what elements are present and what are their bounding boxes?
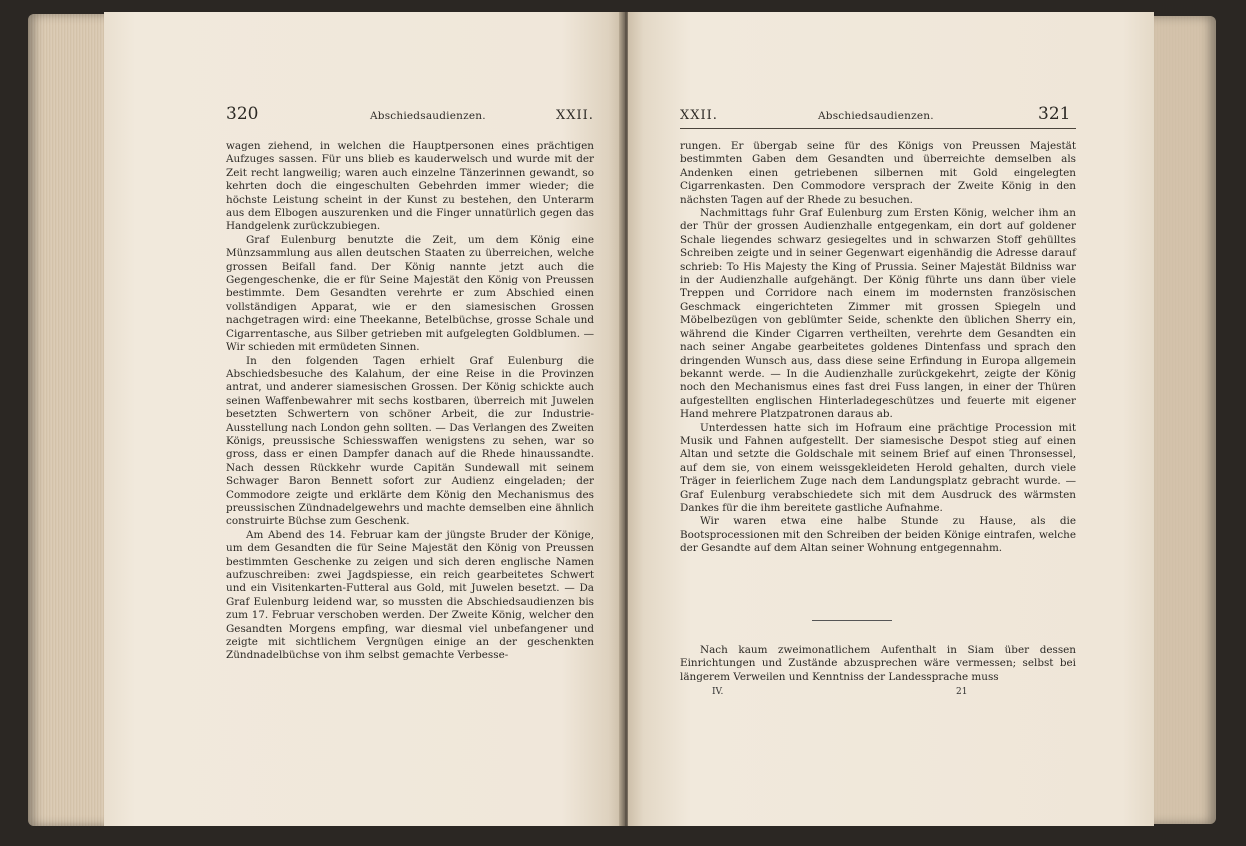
right-page-number: 321 bbox=[1038, 104, 1071, 124]
left-page bbox=[104, 12, 624, 826]
sheet-number: 21 bbox=[956, 687, 968, 697]
left-page-edges bbox=[28, 14, 110, 826]
header-rule bbox=[680, 128, 1076, 129]
left-running-title: Abschiedsaudienzen. bbox=[370, 110, 486, 122]
right-chapter: XXII. bbox=[680, 108, 718, 123]
paragraph: Nach kaum zweimonatlichem Aufenthalt in Siam über dessen Einrichtungen und Zustände abzusprechen wäre vermessen; selbst bei längerem Verweilen und Kenntniss der Landessprache muss bbox=[680, 644, 1076, 683]
paragraph: Nachmittags fuhr Graf Eulenburg zum Ersten König, welcher ihm an der Thür der grossen Audienzhalle entgegenkam, ein dort auf goldener Schale liegendes schwarz gesiegeltes und in schwarzen Stoff gehülltes Schreiben zeigte und in seiner Gegenwart eigenhändig die Adresse darauf schrieb: To His Majesty the King of Prussia. Seiner Majestät Bildniss war in der Audienzhalle aufgehängt. Der König führte uns dann über viele Treppen und Corridore nach einem im modernsten französischen Geschmack eingerichteten Zimmer mit grossen Spiegeln und Möbelbezügen von geblümter Seide, schenkte den üblichen Sherry ein, während die Kinder Cigarren vertheilten, verehrte dem Gesandten ein nach seiner Angabe gearbeitetes goldenes Dintenfass und sprach den dringenden Wunsch aus, dass diese seine Erfindung in Europa allgemein bekannt werde. — In die Audienzhalle zurückgekehrt, zeigte der König noch den Mechanismus eines fast drei Fuss langen, in einer der Thüren aufgestellten englischen Hinterladegeschützes und feuerte mit eigener Hand mehrere Platzpatronen daraus ab. bbox=[680, 207, 1076, 421]
right-page bbox=[628, 12, 1154, 826]
paragraph: wagen ziehend, in welchen die Hauptpersonen eines prächtigen Aufzuges sassen. Für uns blieb es kauderwelsch und wurde mit der Zeit recht langweilig; waren auch einzelne Tänzerinnen gewandt, so kehrten doch die eingeschulten Gebehrden immer wieder; die höchste Leistung scheint in der Kunst zu bestehen, den Unterarm aus dem Elbogen auszurenken und die Finger unnatürlich gegen das Handgelenk zurückzubiegen. bbox=[226, 140, 594, 233]
right-closing-text bbox=[680, 644, 1076, 684]
right-header bbox=[680, 104, 1076, 132]
right-page-edges bbox=[1150, 16, 1216, 824]
paragraph: Graf Eulenburg benutzte die Zeit, um dem König eine Münzsammlung aus allen deutschen Staaten zu überreichen, welche grossen Beifall fand. Der König nannte jetzt auch die Gegengeschenke, die er für Seine Majestät den König von Preussen bestimmte. Dem Gesandten verehrte er zum Abschied einen vollständigen Apparat, wie er den siamesischen Grossen nachgetragen wird: eine Theekanne, Betelbüchse, grosse Schale und Cigarrentasche, aus Silber getrieben mit aufgelegten Goldblumen. — Wir schieden mit ermüdeten Sinnen. bbox=[226, 233, 594, 354]
section-rule bbox=[812, 620, 892, 621]
paragraph: Unterdessen hatte sich im Hofraum eine prächtige Procession mit Musik und Fahnen aufgestellt. Der siamesische Despot stieg auf einen Altan und setzte die Goldschale mit seinem Brief auf einen Thronsessel, auf dem sie, von einem weissgekleideten Herold gehalten, durch viele Träger in feierlichem Zuge nach dem Landungsplatz gebracht wurde. — Graf Eulenburg verabschiedete sich mit dem Ausdruck des wärmsten Dankes für die ihm bereitete gastliche Aufnahme. bbox=[680, 421, 1076, 514]
paragraph: Am Abend des 14. Februar kam der jüngste Bruder der Könige, um dem Gesandten die für Seine Majestät den König von Preussen bestimmten Geschenke zu zeigen und sich deren englische Namen aufzuschreiben: zwei Jagdspiesse, ein reich gearbeitetes Schwert und ein Visitenkarten-Futteral aus Gold, mit Juwelen besetzt. — Da Graf Eulenburg leidend war, so mussten die Abschiedsaudienzen bis zum 17. Februar verschoben werden. Der Zweite König, welcher den Gesandten Morgens empfing, war diesmal viel unbefangener und zeigte mit sichtlichem Vergnügen einige an der geschenkten Zündnadelbüchse von ihm selbst gemachte Verbesse- bbox=[226, 528, 594, 662]
left-body-text bbox=[226, 140, 594, 663]
paragraph: rungen. Er übergab seine für des Königs von Preussen Majestät bestimmten Gaben dem Gesandten und überreichte demselben als Andenken einen getriebenen silbernen mit Gold eingelegten Cigarrenkasten. Den Commodore versprach der Zweite König in den nächsten Tagen auf der Rhede zu besuchen. bbox=[680, 140, 1076, 206]
paragraph: In den folgenden Tagen erhielt Graf Eulenburg die Abschiedsbesuche des Kalahum, der eine Reise in die Provinzen antrat, und anderer siamesischen Grossen. Der König schickte auch seinen Waffenbewahrer mit sechs kostbaren, überreich mit Juwelen besetzten Schwertern von schöner Arbeit, die zur Industrie-Ausstellung nach London gehn sollten. — Das Verlangen des Zweiten Königs, preussische Schiesswaffen wenigstens zu sehen, war so gross, dass er einen Dampfer danach auf die Rhede hinaussandte. Nach dessen Rückkehr wurde Capitän Sundewall mit seinem Schwager Baron Bennett sofort zur Audienz eingeladen; der Commodore zeigte und erklärte dem König den Mechanismus des preussischen Zündnadelgewehrs und machte demselben eine ähnlich construirte Büchse zum Geschenk. bbox=[226, 354, 594, 528]
left-chapter: XXII. bbox=[556, 108, 594, 123]
left-page-number: 320 bbox=[226, 104, 259, 124]
left-header bbox=[226, 104, 594, 132]
right-running-title: Abschiedsaudienzen. bbox=[818, 110, 934, 122]
right-body-text bbox=[680, 140, 1076, 556]
paragraph: Wir waren etwa eine halbe Stunde zu Hause, als die Bootsprocessionen mit den Schreiben der beiden Könige eintrafen, welche der Gesandte auf dem Altan seiner Wohnung entgegennahm. bbox=[680, 515, 1076, 555]
signature-mark: IV. bbox=[712, 687, 724, 697]
